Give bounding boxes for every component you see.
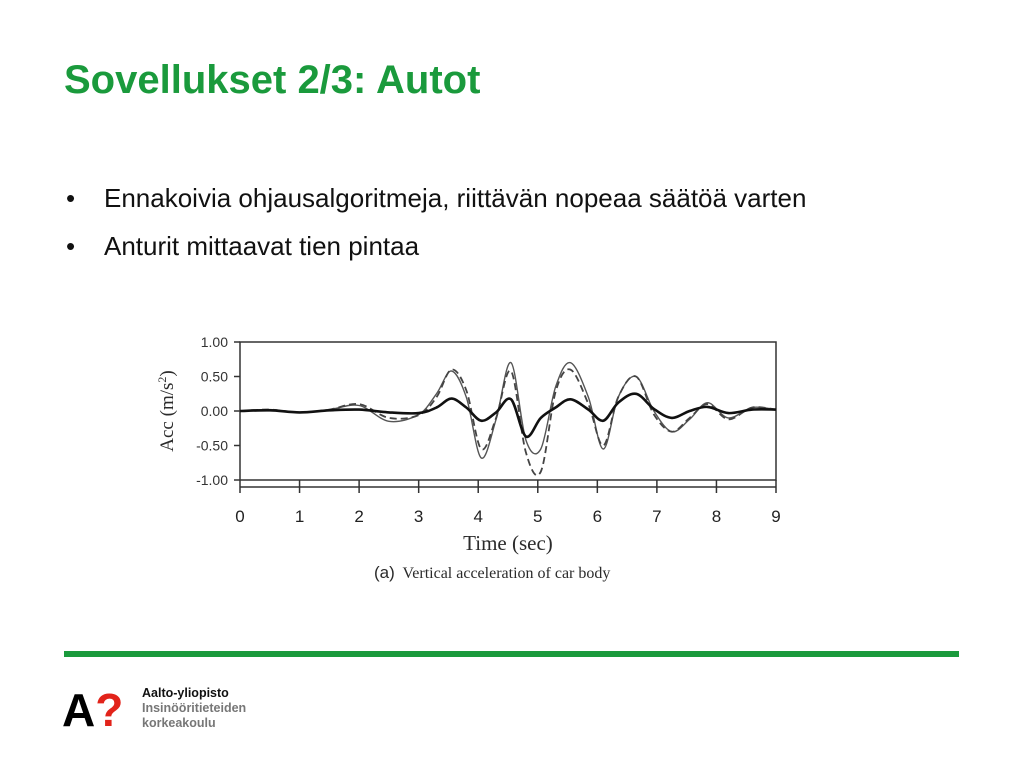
x-tick-label: 9 [771, 507, 781, 526]
x-tick-label: 2 [354, 507, 364, 526]
acceleration-chart [140, 325, 800, 595]
x-tick-label: 7 [652, 507, 662, 526]
y-tick-label: 1.00 [200, 334, 228, 350]
x-tick-label: 5 [533, 507, 543, 526]
org-name: Aalto-yliopisto [142, 686, 229, 700]
y-tick-label: -1.00 [196, 472, 228, 488]
figure-caption [374, 563, 610, 582]
x-tick-label: 1 [294, 507, 305, 526]
y-axis-label [155, 370, 178, 451]
caption-prefix: (a) [374, 563, 395, 582]
bullet-item [64, 228, 944, 264]
x-tick-label: 4 [473, 507, 483, 526]
logo-letter-a: A [62, 686, 96, 730]
bullet-item [64, 180, 944, 216]
x-tick-label: 8 [711, 507, 722, 526]
bullet-list [64, 180, 944, 276]
caption-text: Vertical acceleration of car body [402, 565, 611, 582]
aalto-logo-icon [62, 686, 142, 730]
logo-question-mark: ? [95, 686, 124, 730]
series-layer [240, 363, 776, 476]
acceleration-figure [140, 325, 800, 595]
bullet-marker: • [66, 183, 76, 213]
bullet-text: Ennakoivia ohjausalgoritmeja, riittävän nopeaa säätöä varten [104, 183, 807, 213]
y-axis-label-close: ) [157, 370, 178, 377]
y-tick-label: -0.50 [196, 437, 228, 454]
x-tick-label: 6 [592, 507, 603, 526]
y-axis-ticks [196, 334, 240, 488]
svg-text:A? [62, 686, 123, 730]
series-line-1 [240, 394, 776, 437]
bullet-marker: • [66, 231, 76, 261]
school-line-1: Insinööritieteiden [142, 701, 247, 715]
y-axis-label-sup: 2 [155, 376, 169, 383]
logo-wordmark [142, 686, 246, 731]
x-tick-label: 3 [413, 507, 424, 526]
y-tick-label: 0.00 [200, 403, 228, 419]
footer-divider [64, 651, 959, 657]
x-tick-label: 0 [235, 507, 245, 526]
y-axis-label-main: Acc (m/s [157, 382, 178, 452]
y-tick-label: 0.50 [200, 368, 228, 385]
x-axis-label: Time (sec) [463, 531, 553, 555]
series-line-2 [240, 369, 776, 475]
school-line-2: korkeakoulu [142, 716, 216, 730]
slide-title: Sovellukset 2/3: Autot [64, 58, 481, 102]
bullet-text: Anturit mittaavat tien pintaa [104, 231, 420, 261]
